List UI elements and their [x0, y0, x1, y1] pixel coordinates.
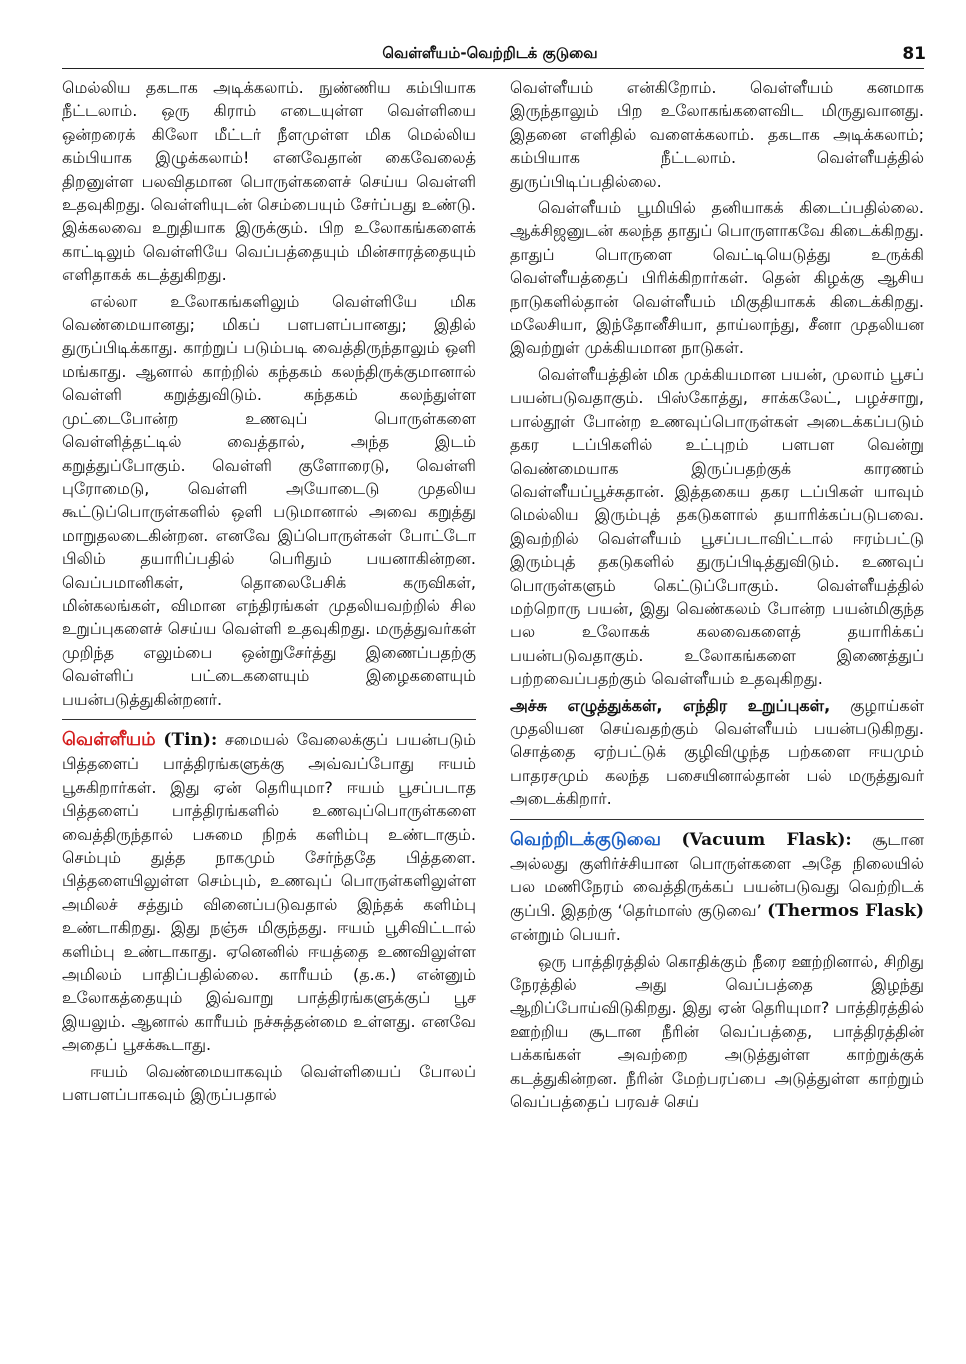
flask-heading-english: (Vacuum Flask): — [681, 829, 852, 850]
tin-paragraph-6 — [510, 694, 924, 811]
tin-paragraph-5: வெள்ளீயத்தின் மிக முக்கியமான பயன், முலாம் பூசப் பயன்படுவதாகும். பிஸ்கோத்து, சாக்கலேட், பழச்சாறு, பால்தூள் போன்ற உணவுப்பொருள்கள் அடைக்கப்படும் தகர டப்பிகளில் உட்புறம் பளபள வென்று வெண்மையாக இருப்பதற்குக் காரணம் வெள்ளீயப்பூச்சுதான். இத்தகைய தகர டப்பிகள் யாவும் மெல்லிய இரும்புத் தகடுகளால் தயாரிக்கப்படுபவை. இவற்றில் வெள்ளீயம் பூசப்படாவிட்டால் ஈரம்பட்டு இரும்புத் தகடுகளில் துருப்பிடித்துவிடும். உணவுப் பொருள்களும் கெட்டுப்போகும். வெள்ளீயத்தில் மற்றொரு பயன், இது வெண்கலம் போன்ற பயன்மிகுந்த பல உலோகக் கலவைகளைத் தயாரிக்கப் பயன்படுவதாகும். உலோகங்களை இணைத்துப் பற்றவைப்பதற்கும் வெள்ளீயம் உதவுகிறது. — [510, 364, 924, 689]
tin-paragraph-1: சமையல் வேலைக்குப் பயன்படும் பித்தளைப் பாத்திரங்களுக்கு அவ்வப்போது ஈயம் பூசுகிறார்கள். இது ஏன் தெரியுமா? ஈயம் பூசப்படாத பித்தளைப் பாத்திரங்களில் உணவுப்பொருள்களை வைத்திருந்தால் பசுமை நிறக் களிம்பு உண்டாகும். செம்பும் துத்த நாகமும் சேர்ந்ததே பித்தளை. பித்தளையிலுள்ள செம்பும், உணவுப் பொருள்களிலுள்ள அமிலச் சத்தும் வினைப்படுவதால் இந்தக் களிம்பு உண்டாகிறது. இது நஞ்சு மிகுந்தது. ஈயம் பூசிவிட்டால் களிம்பு உண்டாகாது. ஏனெனில் ஈயத்தை உணவிலுள்ள அமிலம் பாதிப்பதில்லை. காரீயம் (த.க.) என்னும் உலோகத்தையும் இவ்வாறு பாத்திரங்களுக்குப் பூச இயலும். ஆனால் காரீயம் நச்சுத்தன்மை உள்ளது. எனவே அதைப் பூசக்கூடாது. — [62, 729, 476, 1055]
flask-heading: வெற்றிடக்குடுவை — [510, 828, 662, 850]
tin-heading: வெள்ளீயம் — [62, 728, 156, 750]
tin-paragraph-2: ஈயம் வெண்மையாகவும் வெள்ளியைப் போலப் பளபளப்பாகவும் இருப்பதால் — [62, 1061, 476, 1105]
tin-uses-bold: அச்சு எழுத்துக்கள், எந்திர உறுப்புகள், — [510, 695, 831, 715]
silver-paragraph-1: மெல்லிய தகடாக அடிக்கலாம். நுண்ணிய கம்பியாக நீட்டலாம். ஒரு கிராம் எடையுள்ள வெள்ளியை ஒன்றரைக் கிலோ மீட்டர் நீளமுள்ள மிக மெல்லிய கம்பியாக இழுக்கலாம்! எனவேதான் கைவேலைத் திறனுள்ள பலவிதமான பொருள்களைச் செய்ய வெள்ளி உதவுகிறது. வெள்ளியுடன் செம்பையும் சேர்ப்பது உண்டு. இக்கலவை உறுதியாக இருக்கும். பிற உலோகங்களைக் காட்டிலும் வெள்ளியே வெப்பத்தையும் மின்சாரத்தையும் எளிதாகக் கடத்துகிறது. — [62, 78, 476, 285]
flask-paragraph-1-end: என்றும் பெயர். — [510, 925, 621, 945]
running-title: வெள்ளீயம்-வெற்றிடக் குடுவை — [382, 44, 598, 62]
page-header — [0, 0, 966, 70]
left-column — [62, 76, 476, 1109]
thermos-flask-term: (Thermos Flask) — [767, 900, 925, 921]
page-number: 81 — [902, 44, 926, 64]
tin-uses-text: குழாய்கள் முதலியன செய்வதற்கும் வெள்ளீயம் பயன்படுகிறது. சொத்தை ஏற்பட்டுக் குழிவிழுந்த பற்களை ஈயமும் பாதரசமும் கலந்த பசையினால்தான் பல் மருத்துவர் அடைக்கிறார். — [510, 695, 924, 809]
tin-section — [62, 728, 476, 1057]
silver-paragraph-2: எல்லா உலோகங்களிலும் வெள்ளியே மிக வெண்மையானது; மிகப் பளபளப்பானது; இதில் துருப்பிடிக்காது. காற்றுப் படும்படி வைத்திருந்தாலும் ஒளி மங்காது. ஆனால் காற்றில் கந்தகம் கலந்திருக்குமானால் வெள்ளி கறுத்துவிடும். கந்தகம் கலந்துள்ள முட்டைபோன்ற உணவுப் பொருள்களை வெள்ளித்தட்டில் வைத்தால், அந்த இடம் கறுத்துப்போகும். வெள்ளி குளோரைடு, வெள்ளி புரோமைடு, வெள்ளி அயோடைடு முதலிய கூட்டுப்பொருள்களில் ஒளி படுமானால் அவை கறுத்து மாறுதலடைகின்றன. எனவே இப்பொருள்கள் போட்டோ பிலிம் தயாரிப்பதில் பெரிதும் பயனாகின்றன. வெப்பமானிகள், தொலைபேசிக் கருவிகள், மின்கலங்கள், விமான எந்திரங்கள் முதலியவற்றில் சில உறுப்புகளைச் செய்ய வெள்ளி உதவுகிறது. மருத்துவர்கள் முறிந்த எலும்பை ஒன்றுசேர்த்து இணைப்பதற்கு வெள்ளிப் பட்டைகளையும் இழைகளையும் பயன்படுத்துகின்றனர். — [62, 291, 476, 709]
right-column — [510, 76, 924, 1116]
tin-paragraph-3: வெள்ளீயம் என்கிறோம். வெள்ளீயம் கனமாக இருந்தாலும் பிற உலோகங்களைவிட மிருதுவானது. இதனை எளிதில் வளைக்கலாம். தகடாக அடிக்கலாம்; கம்பியாக நீட்டலாம். வெள்ளீயத்தில் துருப்பிடிப்பதில்லை. — [510, 78, 924, 191]
flask-section — [510, 828, 924, 947]
flask-paragraph-2: ஒரு பாத்திரத்தில் கொதிக்கும் நீரை ஊற்றினால், சிறிது நேரத்தில் அது வெப்பத்தை இழந்து ஆறிப்போய்விடுகிறது. இது ஏன் தெரியுமா? பாத்திரத்தில் ஊற்றிய சூடான நீரின் வெப்பத்தை, பாத்திரத்தின் பக்கங்கள் அவற்றை அடுத்துள்ள காற்றுக்குக் கடத்துகின்றன. நீரின் மேற்பரப்பை அடுத்துள்ள காற்றும் வெப்பத்தைப் பரவச் செய் — [510, 951, 924, 1112]
tin-paragraph-4: வெள்ளீயம் பூமியில் தனியாகக் கிடைப்பதில்லை. ஆக்சிஜனுடன் கலந்த தாதுப் பொருளாகவே கிடைக்கிறது. தாதுப் பொருளை வெட்டியெடுத்து உருக்கி வெள்ளீயத்தைப் பிரிக்கிறார்கள். தென் கிழக்கு ஆசிய நாடுகளில்தான் வெள்ளீயம் மிகுதியாகக் கிடைக்கிறது. மலேசியா, இந்தோனீசியா, தாய்லாந்து, சீனா முதலியன இவற்றுள் முக்கியமான நாடுகள். — [510, 198, 924, 358]
flask-paragraph-1: சூடான அல்லது குளிர்ச்சியான பொருள்களை அதே நிலையில் பல மணிநேரம் வைத்திருக்கப் பயன்படுவது வெற்றிடக் குப்பி. இதற்கு ‘தெர்மாஸ் குடுவை’ — [510, 829, 924, 920]
tin-heading-english: (Tin): — [163, 729, 218, 750]
section-divider — [62, 719, 476, 720]
header-rule — [62, 68, 924, 69]
section-divider-2 — [510, 819, 924, 820]
